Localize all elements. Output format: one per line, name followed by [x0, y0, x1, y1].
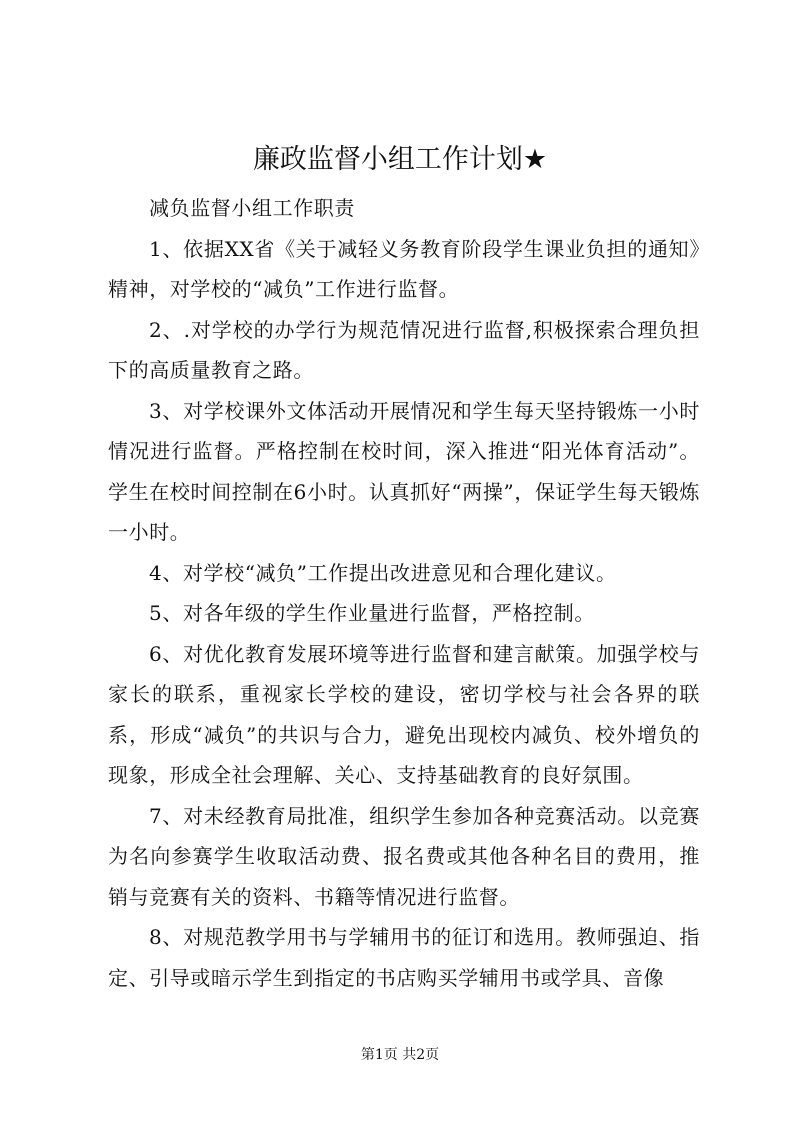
section-heading: 减负监督小组工作职责: [149, 196, 355, 220]
paragraph-item-1: 1、依据XX省《关于减轻义务教育阶段学生课业负担的通知》精神，对学校的“减负”工作进行监督。: [108, 236, 700, 301]
paragraph-item-7: 7、对未经教育局批准，组织学生参加各种竞赛活动。以竞赛为名向参赛学生收取活动费、报名费或其他各种名目的费用，推销与竞赛有关的资料、书籍等情况进行监督。: [108, 803, 700, 909]
paragraph-item-2: 2、.对学校的办学行为规范情况进行监督,积极探索合理负担下的高质量教育之路。: [108, 317, 700, 382]
paragraph-item-5: 5、对各年级的学生作业量进行监督，严格控制。: [149, 601, 595, 625]
paragraph-item-6: 6、对优化教育发展环境等进行监督和建言献策。加强学校与家长的联系，重视家长学校的建设，密切学校与社会各界的联系，形成“减负”的共识与合力，避免出现校内减负、校外增负的现象，形成全社会理解、关心、支持基础教育的良好氛围。: [108, 641, 700, 787]
page-title: 廉政监督小组工作计划★: [252, 144, 548, 175]
document-body: [108, 188, 700, 998]
page-number-footer: 第1页 共2页: [360, 1047, 440, 1063]
paragraph-item-4: 4、对学校“减负”工作提出改进意见和合理化建议。: [149, 560, 617, 585]
paragraph-item-8: 8、对规范教学用书与学辅用书的征订和选用。教师强迫、指定、引导或暗示学生到指定的书店购买学辅用书或学具、音像: [108, 925, 700, 990]
paragraph-item-3: 3、对学校课外文体活动开展情况和学生每天坚持锻炼一小时情况进行监督。严格控制在校时间，深入推进“阳光体育活动”。学生在校时间控制在6小时。认真抓好“两操”，保证学生每天锻炼一小时。: [108, 398, 700, 544]
